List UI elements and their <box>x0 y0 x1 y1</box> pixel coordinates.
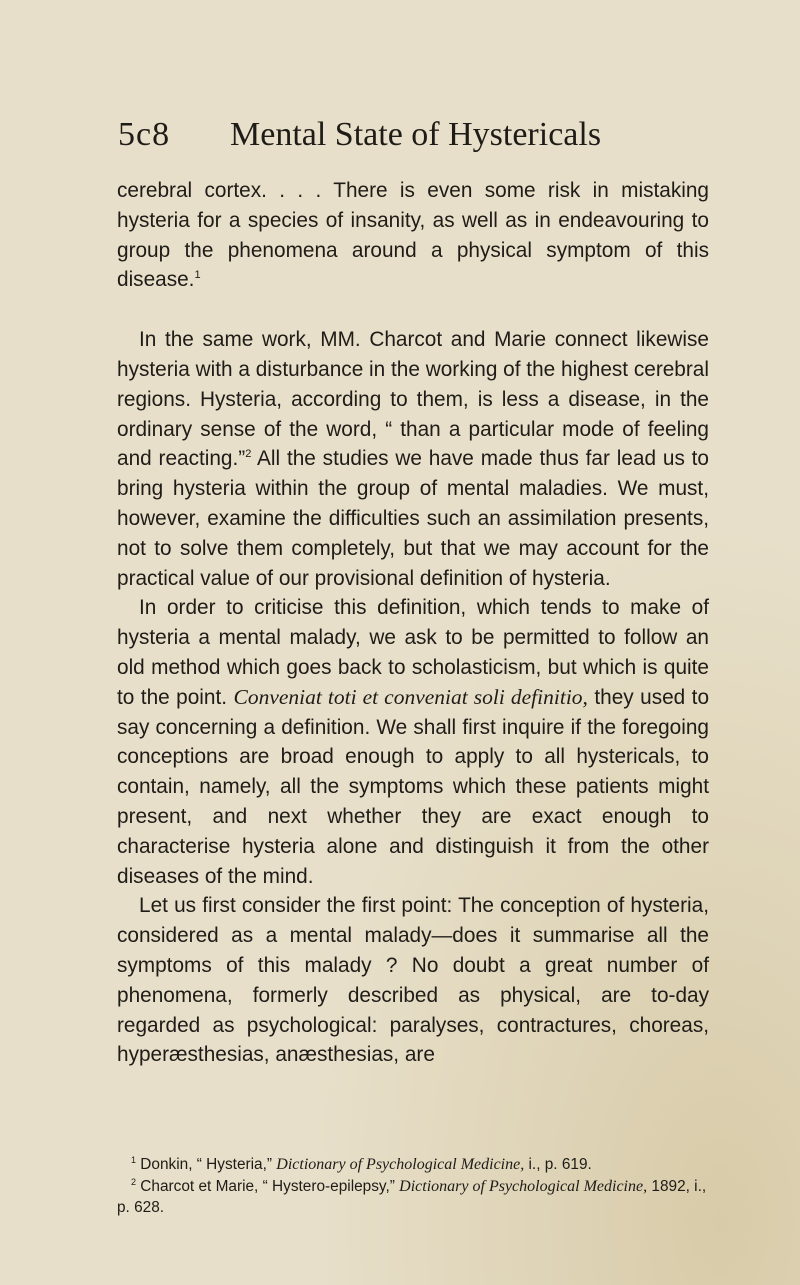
footnote-1: $^1$ Donkin, “ Hysteria,” Dictionary of Psychological Medicine, i., p. 619. <box>131 1155 592 1173</box>
latin-quote: Conveniat toti et conveniat soli definitio, <box>233 684 588 709</box>
page-number: 5c8 <box>118 116 171 153</box>
page-header <box>118 116 718 160</box>
paragraph-3: In order to criticise this definition, which tends to make of hysteria a mental malady, we ask to be permitted to follow an old method which goes back to scholasticism, but which is quite to the point. Conveniat toti et conveniat soli definitio, they used to say concerning a definition. We shall first inquire if the foregoing conceptions are broad enough to apply to all hystericals, to contain, namely, all the symptoms which these patients might present, and next whether they are exact enough to characterise hysteria alone and distinguish it from the other diseases of the mind. <box>117 596 710 888</box>
body-text <box>117 176 709 1070</box>
paragraph-2: In the same work, MM. Charcot and Marie connect likewise hysteria with a disturbance in the working of the highest cerebral regions. Hysteria, according to them, is less a disease, in the ordinary sense of the word, “ than a particular mode of feeling and reacting.”$^2$ All the studies we have made thus far lead us to bring hysteria within the group of mental maladies. We must, however, examine the difficulties such an assimilation presents, not to solve them completely, but that we may account for the practical value of our provisional definition of hysteria. <box>117 328 709 590</box>
footnote-ref-1: 1 <box>194 269 201 282</box>
paragraph-4: Let us first consider the first point: The conception of hysteria, considered as a mental malady—does it summarise all the symptoms of this malady ? No doubt a great number of phenomena, formerly described as physical, are to-day regarded as psychological: paralyses, contractures, choreas, hyperæsthesias, anæsthesias, are <box>117 894 709 1067</box>
footnotes <box>117 1154 717 1219</box>
running-head: Mental State of Hystericals <box>230 116 602 153</box>
footnote-2: $^2$ Charcot et Marie, “ Hystero-epilepsy,” Dictionary of Psychological Medicine, 1892, i., p. 628. <box>117 1176 707 1216</box>
paragraph-1: cerebral cortex. . . . There is even some risk in mistaking hysteria for a species of insanity, as well as in endeavouring to group the phenomena around a physical symptom of this disease.$^1$ <box>117 179 709 292</box>
footnote-ref-2: 2 <box>245 448 252 461</box>
